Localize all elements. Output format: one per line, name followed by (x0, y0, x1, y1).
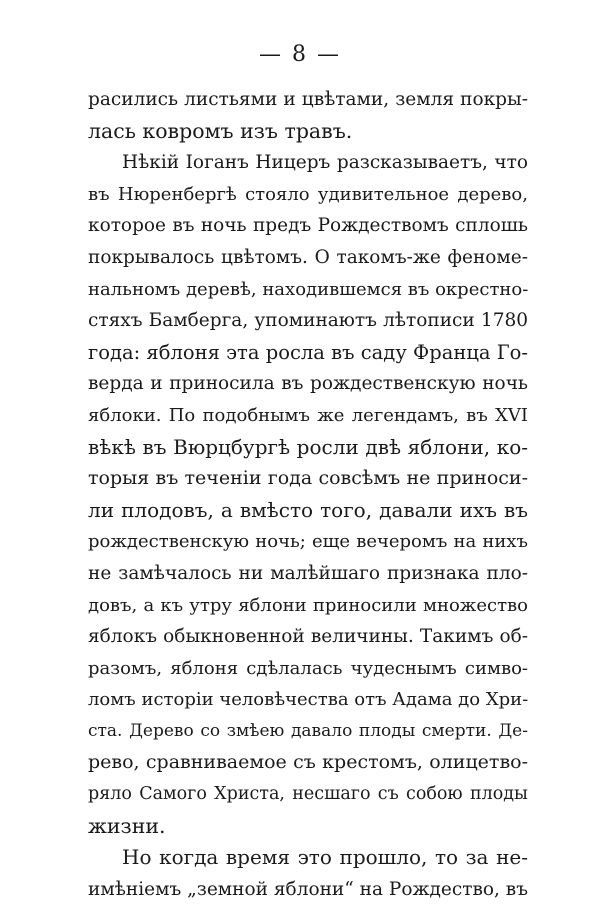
text-line: расились листьями и цвѣтами, земля покры- (88, 89, 528, 110)
body-text (88, 84, 528, 905)
text-line: ломъ исторіи человѣчества отъ Адама до Хри- (88, 689, 529, 711)
text-line: разомъ, яблоня сдѣлалась чудеснымъ симво- (88, 657, 528, 679)
text-line: рево, сравниваемое съ крестомъ, олицетво- (88, 751, 528, 774)
text-line: жизни. (88, 813, 166, 838)
text-line: которое въ ночь предъ Рождествомъ сплошь (88, 215, 528, 237)
text-line: торыя въ теченіи года совсѣмъ не приноси- (88, 467, 528, 490)
text-line: года: яблоня эта росла въ саду Франца Го- (88, 340, 528, 364)
text-line: въ Нюренбергѣ стояло удивительное дерево, (88, 183, 528, 205)
text-line: яблокъ обыкновенной величины. Такимъ об- (88, 626, 528, 648)
text-line: Но когда время это прошло, то за не- (122, 845, 528, 870)
text-line: покрывалось цвѣтомъ. О такомъ-же феноме- (88, 246, 528, 268)
text-line: вѣкѣ въ Вюрцбургѣ росли двѣ яблони, ко- (88, 434, 528, 459)
text-line: имѣніемъ „земной яблони“ на Рождество, въ (88, 878, 528, 900)
text-line: яблоки. По подобнымъ же легендамъ, въ XVI (88, 404, 528, 426)
text-line: лась ковромъ изъ травъ. (88, 118, 353, 143)
text-line: стяхъ Бамберга, упоминаютъ лѣтописи 1780 (88, 310, 528, 332)
text-line: довъ, а къ утру яблони приносили множество (88, 594, 528, 616)
text-line: ста. Дерево со змѣею давало плоды смерти. Де- (88, 720, 528, 741)
text-line: верда и приносила въ рождественскую ночь (88, 373, 528, 395)
text-line: Нѣкій Іоганъ Ницеръ разсказываетъ, что (122, 152, 528, 174)
text-line: нальномъ деревѣ, находившемся въ окрестно- (88, 278, 529, 300)
page-number: — 8 — (259, 42, 341, 67)
text-line: не замѣчалось ни малѣйшаго признака пло- (88, 562, 528, 584)
text-line: ряло Самого Христа, несшаго съ собою плоды (88, 784, 528, 805)
text-line: рождественскую ночь; еще вечеромъ на нихъ (88, 531, 528, 553)
text-line: ли плодовъ, а вмѣсто того, давали ихъ въ (88, 497, 528, 522)
